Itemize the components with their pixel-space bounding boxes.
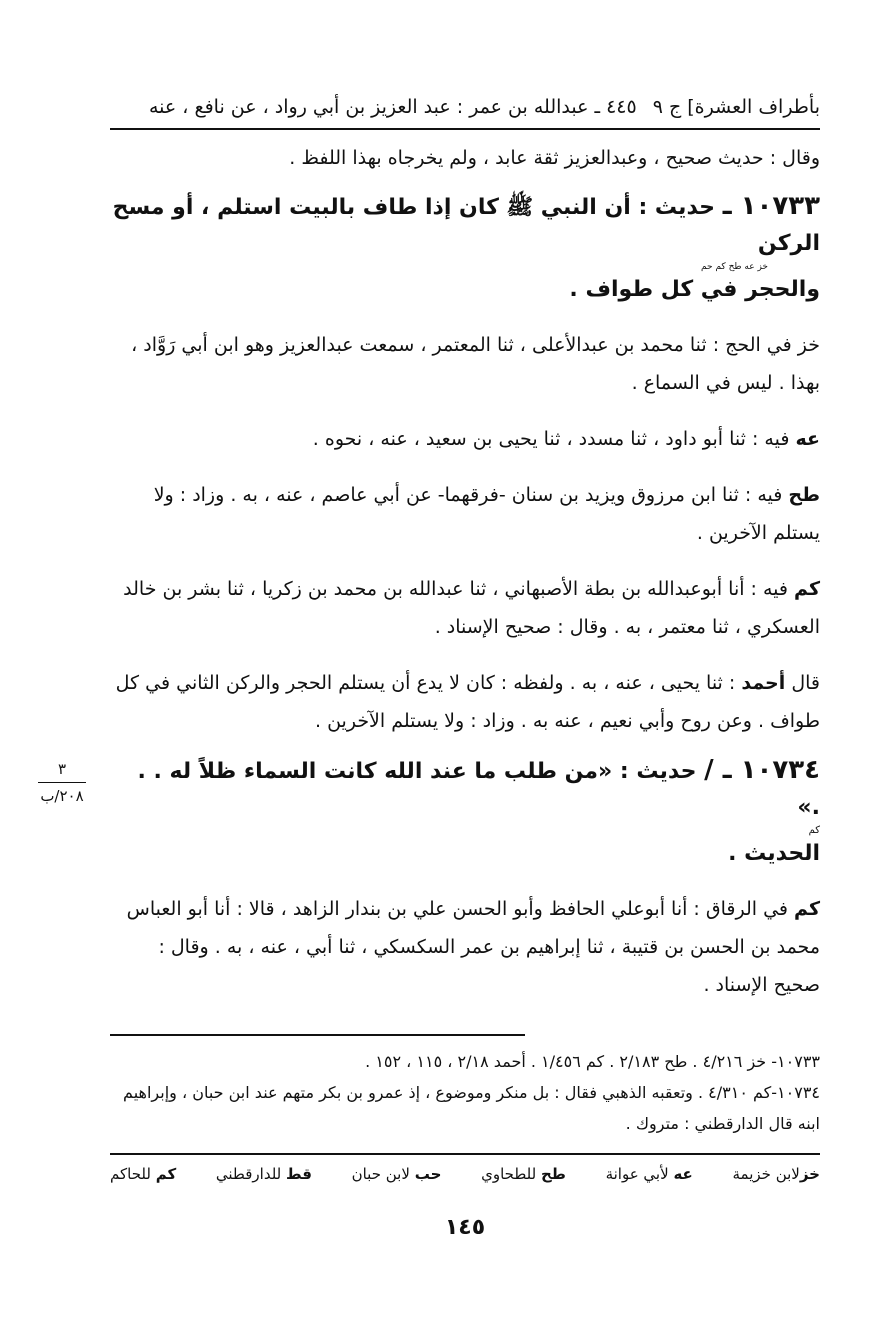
paragraph-prefix: قال xyxy=(791,672,820,694)
margin-folio-note xyxy=(32,760,92,805)
paragraph-abu-awana xyxy=(110,420,820,458)
hadith-text-cont: والحجر في كل طواف . xyxy=(569,277,820,302)
intro-line: وقال : حديث صحيح ، وعبدالعزيز ثقة عابد ، ولم يخرجاه بهذا اللفظ . xyxy=(289,147,820,169)
hadith-number: ١٠٧٣٣ ـ xyxy=(722,191,820,221)
abbreviation-item: كم للحاكم xyxy=(110,1165,177,1183)
hadith-label: حديث : xyxy=(638,195,716,220)
abbreviation-item: قط للدارقطني xyxy=(215,1165,312,1183)
header-rule xyxy=(110,128,820,130)
hadith-text-cont: الحديث . xyxy=(728,841,820,866)
hadith-sigla: كم xyxy=(808,825,820,836)
document-page xyxy=(110,70,820,1240)
abbreviation-item: حب لابن حبان xyxy=(351,1165,442,1183)
footnote-2: ١٠٧٣٤-كم ٤/٣١٠ . وتعقبه الذهبي فقال : بل منكر وموضوع ، إذ عمرو بن بكر متهم عند ابن حبان ، وإبراهيم ابنه قال الدارقطني : متروك . xyxy=(123,1083,820,1133)
hadith-label: حديث : xyxy=(619,759,697,784)
source-key: طح xyxy=(788,484,820,506)
paragraph-text: : ثنا يحيى ، عنه ، به . ولفظه : كان لا يدع أن يستلم الحجر والركن الثاني في كل طواف . وعن روح وأبي نعيم ، عنه به . وزاد : ولا يستلم الآخرين . xyxy=(115,672,820,732)
paragraph-text: فيه : ثنا أبو داود ، ثنا مسدد ، ثنا يحيى بن سعيد ، عنه ، نحوه . xyxy=(312,428,790,450)
hadith-10733 xyxy=(110,188,820,308)
source-key: كم xyxy=(794,578,820,600)
paragraph-text: في الرقاق : أنا أبوعلي الحافظ وأبو الحسن علي بن بندار الزاهد ، قالا : أنا أبو العباس محمد بن الحسن بن قتيبة ، ثنا إبراهيم بن عمر السكسكي ، ثنا أبي ، عنه ، به . وقال : صحيح الإسناد . xyxy=(126,898,820,996)
source-key: أحمد xyxy=(741,672,786,694)
hadith-text: «من طلب ما عند الله كانت السماء ظلاً له . . .» xyxy=(137,759,820,820)
source-key: كم xyxy=(794,898,820,920)
page-number: ١٤٥ xyxy=(444,1215,486,1240)
paragraph-tahawi xyxy=(110,476,820,552)
margin-note-bar xyxy=(38,782,86,783)
margin-note-top: ٣ xyxy=(57,760,67,778)
hadith-10734 xyxy=(110,752,820,872)
margin-note-bottom: ٢٠٨/ب xyxy=(40,787,84,805)
running-header xyxy=(110,70,820,128)
abbreviation-item: عه لأبي عوانة xyxy=(605,1165,693,1183)
header-volume: بأطراف العشرة] ج ٩ xyxy=(652,96,820,118)
hadith-sigla: خز عه طح كم حم xyxy=(701,262,768,272)
hadith-text: أن النبي ﷺ كان إذا طاف بالبيت استلم ، أو مسح الركن xyxy=(112,195,820,256)
abbreviation-item: طح للطحاوي xyxy=(481,1165,566,1183)
paragraph-text: فيه : ثنا ابن مرزوق ويزيد بن سنان -فرقهما- عن أبي عاصم ، عنه ، به . وزاد : ولا يستلم الآخرين . xyxy=(153,484,820,544)
abbreviation-item: خزلابن خزيمة xyxy=(732,1165,820,1183)
paragraph-khuzayma: خز في الحج : ثنا محمد بن عبدالأعلى ، ثنا المعتمر ، سمعت عبدالعزيز وهو ابن أبي رَوَّاد ، بهذا . ليس في السماع . xyxy=(131,334,820,394)
footnote-1: ١٠٧٣٣- خز ٤/٢١٦ . طح ٢/١٨٣ . كم ١/٤٥٦ . أحمد ٢/١٨ ، ١١٥ ، ١٥٢ . xyxy=(365,1052,820,1071)
abbreviations-legend xyxy=(110,1155,820,1193)
paragraph-ahmad xyxy=(110,664,820,740)
source-key: عه xyxy=(795,428,820,450)
paragraph-riqaq xyxy=(110,890,820,1004)
header-title: ٤٤٥ ـ عبدالله بن عمر : عبد العزيز بن أبي رواد ، عن نافع ، عنه xyxy=(149,96,637,118)
footnote-rule xyxy=(110,1034,525,1036)
paragraph-text: فيه : أنا أبوعبدالله بن بطة الأصبهاني ، ثنا عبدالله بن محمد بن زكريا ، ثنا بشر بن خالد العسكري ، ثنا معتمر ، به . وقال : صحيح الإسناد . xyxy=(123,578,820,638)
hadith-number: ١٠٧٣٤ ـ / xyxy=(704,755,820,785)
paragraph-hakim xyxy=(110,570,820,646)
